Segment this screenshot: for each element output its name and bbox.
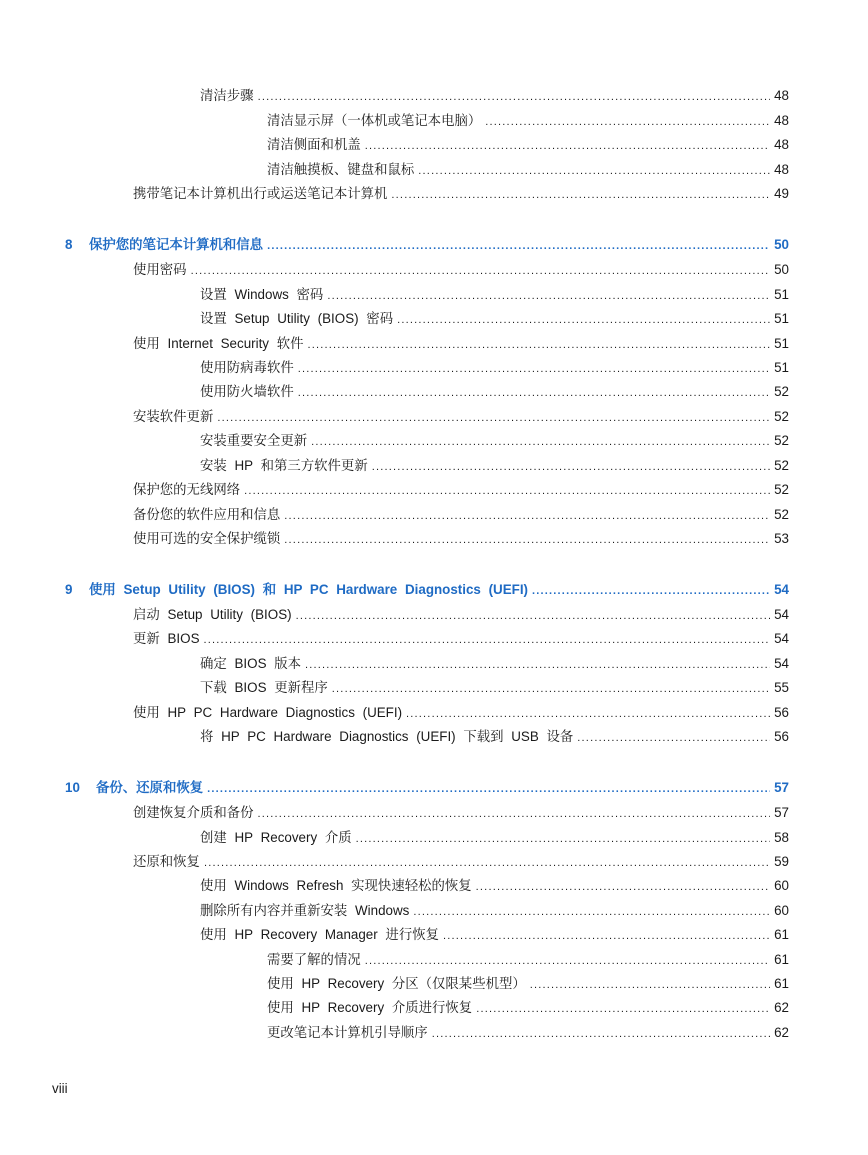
- toc-entry-page: 51: [774, 360, 789, 375]
- toc-chapter-number: 10: [65, 780, 80, 795]
- toc-leader-dots: [356, 829, 770, 849]
- toc-entry-page: 54: [774, 631, 789, 646]
- toc-entry[interactable]: [200, 309, 789, 329]
- toc-entry[interactable]: [200, 431, 789, 451]
- toc-entry-page: 60: [774, 878, 789, 893]
- toc-entry-title: 删除所有内容并重新安装 Windows: [200, 903, 410, 918]
- toc-entry-title: 使用 HP Recovery Manager 进行恢复: [200, 927, 439, 942]
- toc-leader-dots: [244, 481, 770, 501]
- toc-entry[interactable]: [133, 334, 789, 354]
- toc-entry[interactable]: [133, 803, 789, 823]
- toc-entry-page: 51: [774, 336, 789, 351]
- toc-leader-dots: [267, 236, 770, 256]
- toc-entry-title: 安装 HP 和第三方软件更新: [200, 458, 368, 473]
- toc-leader-dots: [418, 161, 770, 181]
- toc-entry-title: 使用 Internet Security 软件: [133, 336, 304, 351]
- toc-entry[interactable]: [267, 1023, 789, 1043]
- toc-entry[interactable]: [267, 160, 789, 180]
- toc-entry[interactable]: [133, 505, 789, 525]
- toc-leader-dots: [532, 581, 770, 601]
- toc-leader-dots: [298, 359, 770, 379]
- toc-entry-title: 下载 BIOS 更新程序: [200, 680, 328, 695]
- toc-entry-page: 54: [774, 656, 789, 671]
- toc-leader-dots: [332, 679, 770, 699]
- toc-entry-title: 创建 HP Recovery 介质: [200, 830, 352, 845]
- toc-entry-title: 使用防火墙软件: [200, 384, 294, 399]
- toc-entry-page: 51: [774, 287, 789, 302]
- toc-entry[interactable]: [200, 456, 789, 476]
- toc-entry-title: 使用防病毒软件: [200, 360, 294, 375]
- toc-entry[interactable]: [200, 925, 789, 945]
- toc-entry-page: 56: [774, 729, 789, 744]
- toc-entry[interactable]: [133, 260, 789, 280]
- toc-entry[interactable]: [200, 654, 789, 674]
- toc-entry-page: 52: [774, 458, 789, 473]
- toc-entry-title: 携带笔记本计算机出行或运送笔记本计算机: [133, 186, 388, 201]
- toc-entry-title: 安装软件更新: [133, 409, 214, 424]
- toc-entry-page: 58: [774, 830, 789, 845]
- toc-entry[interactable]: [200, 382, 789, 402]
- toc-entry-page: 50: [774, 262, 789, 277]
- toc-entry-title: 更新 BIOS: [133, 631, 200, 646]
- toc-entry-title: 使用可选的安全保护缆锁: [133, 531, 281, 546]
- toc-leader-dots: [372, 457, 770, 477]
- toc-entry-page: 52: [774, 433, 789, 448]
- toc-entry-page: 60: [774, 903, 789, 918]
- toc-entry[interactable]: [200, 828, 789, 848]
- toc-leader-dots: [530, 975, 770, 995]
- toc-entry-title: 启动 Setup Utility (BIOS): [133, 607, 292, 622]
- toc-leader-dots: [476, 999, 770, 1019]
- toc-entry-page: 59: [774, 854, 789, 869]
- toc-leader-dots: [365, 136, 770, 156]
- toc-entry[interactable]: [133, 629, 789, 649]
- toc-entry[interactable]: [133, 407, 789, 427]
- toc-entry[interactable]: [133, 529, 789, 549]
- toc-entry[interactable]: [200, 678, 789, 698]
- toc-entry-title: 将 HP PC Hardware Diagnostics (UEFI) 下载到 USB 设备: [200, 729, 574, 744]
- toc-entry-title: 使用密码: [133, 262, 187, 277]
- toc-chapter-title: 使用 Setup Utility (BIOS) 和 HP PC Hardware Diagnostics (UEFI): [89, 582, 529, 597]
- toc-leader-dots: [258, 804, 771, 824]
- toc-chapter[interactable]: [65, 235, 789, 255]
- toc-entry[interactable]: [267, 111, 789, 131]
- toc-entry-title: 清洁侧面和机盖: [267, 137, 361, 152]
- toc-leader-dots: [485, 112, 770, 132]
- toc-leader-dots: [217, 408, 770, 428]
- toc-leader-dots: [284, 506, 770, 526]
- toc-entry[interactable]: [133, 480, 789, 500]
- toc-chapter[interactable]: [65, 778, 789, 798]
- toc-entry[interactable]: [267, 974, 789, 994]
- toc-leader-dots: [311, 432, 770, 452]
- toc-leader-dots: [204, 630, 771, 650]
- toc-entry-title: 创建恢复介质和备份: [133, 805, 254, 820]
- toc-leader-dots: [476, 877, 770, 897]
- toc-entry-page: 61: [774, 976, 789, 991]
- toc-leader-dots: [397, 310, 770, 330]
- toc-entry-page: 48: [774, 162, 789, 177]
- toc-entry[interactable]: [133, 852, 789, 872]
- toc-entry-page: 53: [774, 531, 789, 546]
- toc-entry[interactable]: [200, 876, 789, 896]
- toc-leader-dots: [258, 87, 771, 107]
- toc-entry-title: 需要了解的情况: [267, 952, 361, 967]
- toc-chapter-title: 保护您的笔记本计算机和信息: [89, 237, 264, 252]
- toc-entry-page: 52: [774, 384, 789, 399]
- toc-entry[interactable]: [200, 901, 789, 921]
- toc-entry-title: 使用 Windows Refresh 实现快速轻松的恢复: [200, 878, 472, 893]
- toc-leader-dots: [207, 779, 770, 799]
- toc-entry-page: 54: [774, 607, 789, 622]
- toc-entry-page: 49: [774, 186, 789, 201]
- toc-entry[interactable]: [133, 184, 789, 204]
- toc-leader-dots: [443, 926, 770, 946]
- toc-leader-dots: [305, 655, 770, 675]
- toc-leader-dots: [406, 704, 770, 724]
- toc-chapter-number: 9: [65, 582, 73, 597]
- toc-entry-title: 还原和恢复: [133, 854, 200, 869]
- toc-entry[interactable]: [200, 727, 789, 747]
- toc-entry-title: 清洁显示屏（一体机或笔记本电脑）: [267, 113, 482, 128]
- toc-leader-dots: [391, 185, 770, 205]
- toc-entry-page: 48: [774, 137, 789, 152]
- toc-entry[interactable]: [200, 285, 789, 305]
- toc-entry-page: 51: [774, 311, 789, 326]
- toc-entry-title: 设置 Setup Utility (BIOS) 密码: [200, 311, 394, 326]
- toc-chapter-page: 57: [774, 780, 789, 795]
- toc-entry-page: 48: [774, 113, 789, 128]
- toc-leader-dots: [577, 728, 770, 748]
- toc-entry-page: 62: [774, 1025, 789, 1040]
- toc-entry-page: 55: [774, 680, 789, 695]
- toc-entry-page: 52: [774, 409, 789, 424]
- toc-chapter[interactable]: [65, 580, 789, 600]
- toc-entry-title: 使用 HP Recovery 分区（仅限某些机型）: [267, 976, 526, 991]
- toc-entry-page: 56: [774, 705, 789, 720]
- toc-chapter-page: 54: [774, 582, 789, 597]
- toc-entry-page: 52: [774, 507, 789, 522]
- toc-entry-title: 安装重要安全更新: [200, 433, 308, 448]
- toc-entry[interactable]: [133, 703, 789, 723]
- toc-leader-dots: [327, 286, 770, 306]
- toc-leader-dots: [296, 606, 771, 626]
- toc-leader-dots: [308, 335, 771, 355]
- toc-entry[interactable]: [200, 358, 789, 378]
- toc-entry[interactable]: [267, 135, 789, 155]
- toc-entry-title: 使用 HP Recovery 介质进行恢复: [267, 1000, 473, 1015]
- toc-entry-page: 52: [774, 482, 789, 497]
- toc-entry-page: 62: [774, 1000, 789, 1015]
- toc-entry-title: 使用 HP PC Hardware Diagnostics (UEFI): [133, 705, 403, 720]
- toc-entry-title: 清洁触摸板、键盘和鼠标: [267, 162, 415, 177]
- toc-leader-dots: [191, 261, 771, 281]
- toc-entry-title: 确定 BIOS 版本: [200, 656, 302, 671]
- toc-chapter-title: 备份、还原和恢复: [96, 780, 204, 795]
- toc-entry-page: 61: [774, 927, 789, 942]
- toc-entry-title: 设置 Windows 密码: [200, 287, 324, 302]
- toc-chapter-number: 8: [65, 237, 73, 252]
- toc-leader-dots: [284, 530, 770, 550]
- toc-entry-title: 更改笔记本计算机引导顺序: [267, 1025, 428, 1040]
- toc-chapter-page: 50: [774, 237, 789, 252]
- toc-entry[interactable]: [267, 998, 789, 1018]
- toc-entry-page: 61: [774, 952, 789, 967]
- toc-entry[interactable]: [267, 950, 789, 970]
- toc-entry-title: 备份您的软件应用和信息: [133, 507, 281, 522]
- toc-entry-title: 保护您的无线网络: [133, 482, 241, 497]
- toc-leader-dots: [365, 951, 770, 971]
- toc-entry[interactable]: [133, 605, 789, 625]
- toc-leader-dots: [204, 853, 770, 873]
- toc-leader-dots: [432, 1024, 770, 1044]
- page-number-footer: viii: [52, 1081, 68, 1096]
- toc-entry-title: 清洁步骤: [200, 88, 254, 103]
- toc-entry-page: 57: [774, 805, 789, 820]
- toc-leader-dots: [413, 902, 770, 922]
- toc-entry[interactable]: [200, 86, 789, 106]
- toc-leader-dots: [298, 383, 770, 403]
- toc-entry-page: 48: [774, 88, 789, 103]
